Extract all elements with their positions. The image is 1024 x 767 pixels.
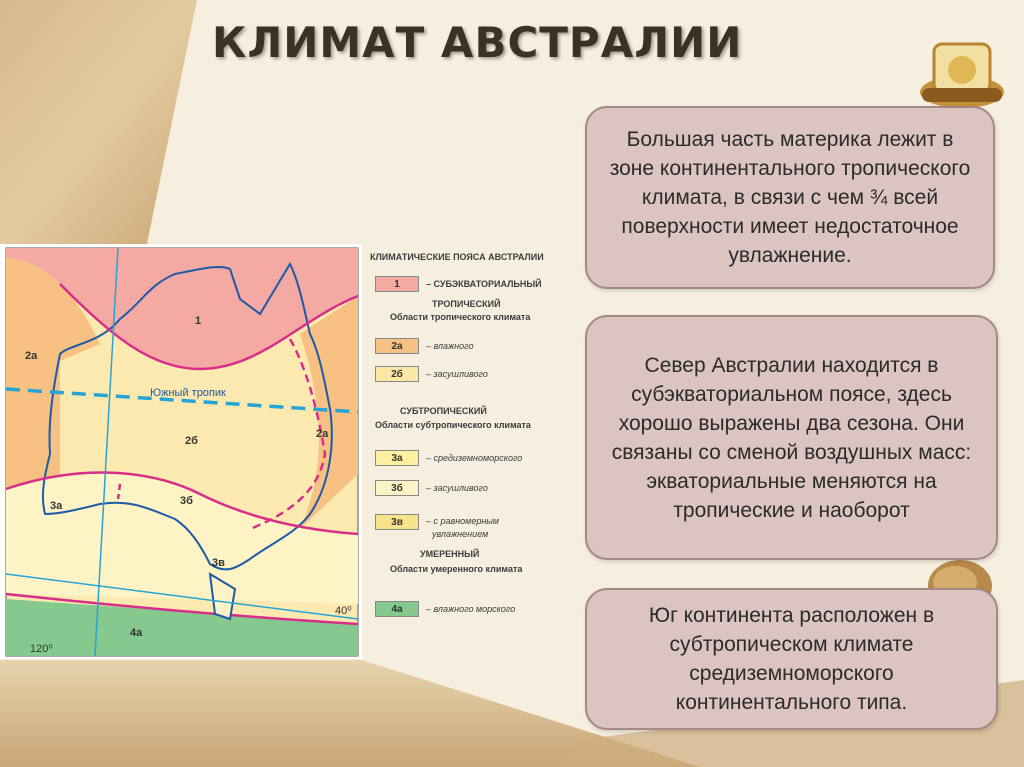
map-label-latitude: 40⁰ bbox=[335, 605, 352, 617]
page-title: КЛИМАТ АВСТРАЛИИ bbox=[212, 18, 743, 67]
legend-temperate-sub: Области умеренного климата bbox=[390, 564, 523, 574]
legend-swatch-3v: 3в bbox=[375, 514, 419, 530]
map-label-2a-east: 2а bbox=[316, 428, 329, 440]
legend-temperate-heading: УМЕРЕННЫЙ bbox=[420, 549, 480, 559]
legend-swatch-3a: 3а bbox=[375, 450, 419, 466]
legend-swatch-3b: 3б bbox=[375, 480, 419, 496]
legend-label-4a: – влажного морского bbox=[426, 604, 516, 614]
legend-subtropical-heading: СУБТРОПИЧЕСКИЙ bbox=[400, 406, 487, 416]
map-label-3v: 3в bbox=[212, 557, 225, 569]
legend-label-3v: – с равномерным bbox=[426, 516, 500, 526]
legend-label-3v-cont: увлажнением bbox=[432, 529, 489, 539]
info-box-south-text: Юг континента расположен в субтропическом климате средиземноморского континентального типа. bbox=[648, 604, 935, 714]
legend-label-3b: – засушливого bbox=[426, 483, 488, 493]
info-box-tropical-text: Большая часть материка лежит в зоне континентального тропического климата, в связи с чем ¾ всей поверхности имеет недостаточное увлажнение. bbox=[609, 128, 971, 267]
map-legend bbox=[370, 246, 570, 646]
info-box-south bbox=[585, 588, 998, 730]
legend-label-3a: – средиземноморского bbox=[426, 453, 523, 463]
legend-label-2b: – засушливого bbox=[426, 369, 488, 379]
info-box-north bbox=[585, 315, 998, 560]
info-box-north-text: Север Австралии находится в субэкваториальном поясе, здесь хорошо выражены два сезона. Они связаны со сменой воздушных масс: экваториальные меняются на тропические и наоборот bbox=[611, 353, 972, 522]
map-label-4a: 4а bbox=[130, 627, 143, 639]
legend-heading: КЛИМАТИЧЕСКИЕ ПОЯСА АВСТРАЛИИ bbox=[370, 252, 544, 262]
legend-label-1: – СУБЭКВАТОРИАЛЬНЫЙ bbox=[426, 279, 542, 289]
legend-swatch-4a: 4а bbox=[375, 601, 419, 617]
map-label-3b: 3б bbox=[180, 495, 193, 507]
legend-subtropical-sub: Области субтропического климата bbox=[375, 420, 531, 430]
legend-tropical-sub: Области тропического климата bbox=[390, 312, 531, 322]
map-label-2b: 2б bbox=[185, 435, 198, 447]
legend-swatch-1: 1 bbox=[375, 276, 419, 292]
map-label-tropic: Южный тропик bbox=[150, 387, 226, 399]
scroll-icon bbox=[912, 36, 1012, 114]
legend-swatch-2b: 2б bbox=[375, 366, 419, 382]
map-label-3a: 3а bbox=[50, 500, 63, 512]
legend-label-2a: – влажного bbox=[426, 341, 474, 351]
map-label-1: 1 bbox=[195, 315, 202, 327]
climate-map bbox=[0, 244, 362, 659]
legend-tropical-heading: ТРОПИЧЕСКИЙ bbox=[432, 299, 501, 309]
legend-swatch-2a: 2а bbox=[375, 338, 419, 354]
map-label-longitude: 120⁰ bbox=[30, 643, 53, 655]
info-box-tropical bbox=[585, 106, 995, 289]
map-label-2a-west: 2а bbox=[25, 350, 38, 362]
